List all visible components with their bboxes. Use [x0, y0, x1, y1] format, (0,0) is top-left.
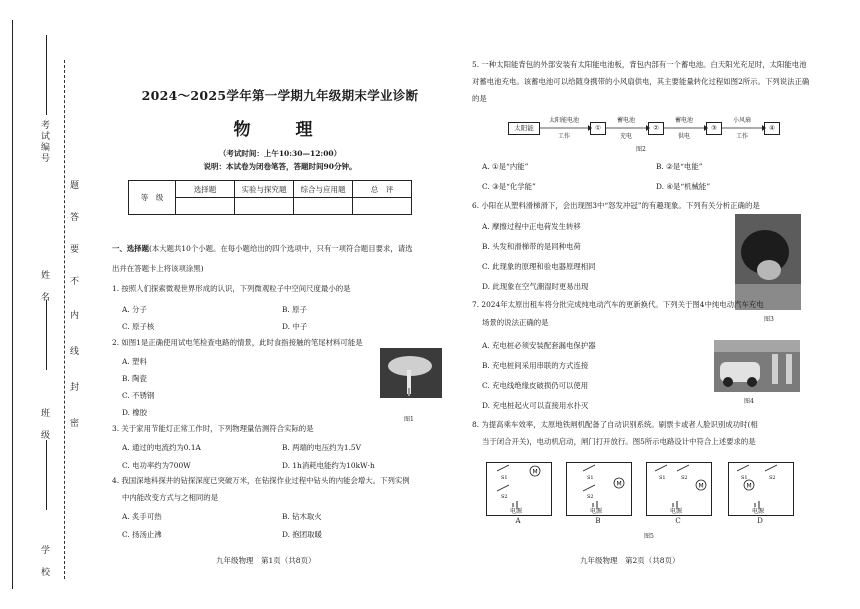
option: D. 充电桩起火可以直接用水扑灭 [482, 401, 589, 410]
option: B. 头发和滑梯带的是同种电荷 [482, 242, 581, 251]
option: B. 充电桩间采用串联的方式连接 [482, 361, 589, 370]
question-stem: 8. 为提高乘车效率，太原地铁闸机配备了自动识别系统。刷票卡或者人脸识别成功时(相 [472, 420, 758, 429]
option: D. 中子 [282, 322, 308, 331]
circuit-option-label: A [515, 517, 521, 525]
seal-dashed-line [64, 60, 65, 579]
question-stem: 7. 2024年太原出租车将分批完成纯电动汽车的更新换代。下列关于图4中纯电动汽车充电 [472, 300, 764, 309]
seal-char: 答 [68, 212, 78, 221]
option: A. 摩擦过程中正电荷发生转移 [482, 222, 581, 231]
flow-arrow-label: 蓄电池 [616, 117, 635, 124]
option: C. 扬汤止沸 [122, 530, 162, 539]
question-stem: 1. 按照人们探索微观世界形成的认识，下列微观粒子中空间尺度最小的是 [112, 284, 351, 293]
option: B. 陶瓷 [122, 374, 147, 383]
figure-5-caption: 图5 [644, 533, 654, 540]
score-col-header: 综合与应用题 [294, 181, 353, 198]
test-pen-hand-image [380, 348, 442, 398]
score-table [128, 180, 412, 215]
page-title: 2024～2025学年第一学期九年级期末学业诊断 [141, 88, 419, 103]
question-stem: 5. 一种太阳能背包的外部安装有太阳能电池板，背包内部有一个蓄电池。白天阳光充足时，太阳能电池对蓄电池充电。该蓄电池可以给随身携带的小风扇供电，其主要能量转化过程如图2所示。下列说法正确的是 [472, 60, 810, 103]
figure-4-caption: 图4 [744, 398, 754, 405]
svg-text:S1: S1 [659, 475, 666, 481]
score-cell[interactable] [353, 198, 412, 215]
svg-text:M: M [532, 468, 538, 476]
option: C. 此现象的原理和验电器原理相同 [482, 262, 596, 271]
footer-left: 九年级物理 第1页（共8页） [216, 556, 316, 565]
flow-arrow-label: 小风扇 [732, 117, 751, 124]
flow-arrow-label: 工作 [735, 133, 748, 140]
exam-number-label: 考试编号 [39, 120, 49, 164]
score-cell[interactable] [176, 198, 235, 215]
question-stem-cont: 中内能改变方式与之相同的是 [122, 493, 219, 502]
svg-text:M: M [616, 480, 622, 488]
score-row-label: 等 级 [129, 181, 176, 215]
option: D. 1h消耗电能约为10kW·h [282, 461, 375, 470]
exam-time: （考试时间：上午10:30—12:00） [218, 149, 342, 158]
flow-step-box: ② [648, 122, 664, 135]
binding-margin [0, 0, 78, 609]
option: A. 塑料 [122, 357, 147, 366]
option: B. 两端的电压约为1.5V [282, 443, 361, 452]
flow-arrow-label: 充电 [619, 133, 632, 140]
name-line [46, 300, 47, 370]
option: A. 炙手可热 [122, 512, 162, 521]
exam-notice: 说明：本试卷为闭卷笔答，答题时间90分钟。 [203, 162, 357, 171]
svg-text:S1: S1 [741, 475, 748, 481]
question-stem: 6. 小阳在从塑料滑梯滑下，会出现图3中“怒发冲冠”的有趣现象。下列有关分析正确的是 [472, 201, 760, 210]
ev-charging-image [714, 340, 800, 392]
exam-number-line [46, 35, 47, 115]
score-col-header: 总 评 [353, 181, 412, 198]
seal-char: 不 [68, 276, 78, 285]
power-source-label: 电源 [590, 508, 603, 515]
option: D. ④是“机械能” [656, 182, 711, 191]
option: A. ①是“内能” [482, 162, 529, 171]
class-label: 班 级 [39, 408, 49, 441]
circuit-option-label: C [675, 517, 681, 525]
flow-start-box: 太阳能 [508, 122, 540, 135]
option: D. 抱团取暖 [282, 530, 322, 539]
flow-arrow-label: 太阳能电池 [548, 117, 579, 124]
figure-4-photo [714, 340, 800, 392]
svg-text:S1: S1 [587, 475, 594, 481]
option: B. ②是“电能” [656, 162, 703, 171]
flow-arrow-label: 供电 [677, 133, 690, 140]
seal-char: 密 [68, 418, 78, 427]
option: C. ③是“化学能” [482, 182, 536, 191]
section-heading-cont: 出并在答题卡上将该项涂黑) [112, 264, 204, 273]
class-line [46, 440, 47, 510]
svg-text:S2: S2 [769, 475, 776, 481]
seal-char: 题 [68, 180, 78, 189]
option: A. 分子 [122, 305, 147, 314]
score-cell[interactable] [235, 198, 294, 215]
score-col-header: 实验与探究题 [235, 181, 294, 198]
figure-1-caption: 图1 [404, 416, 414, 423]
option: C. 充电线绝缘皮破损仍可以使用 [482, 381, 589, 390]
figure-2-caption: 图2 [636, 146, 646, 153]
school-label: 学 校 [39, 545, 49, 578]
flow-arrow-label: 工作 [557, 133, 570, 140]
section-heading-text: (本大题共10个小题。在每小题给出的四个选项中，只有一项符合题目要求，请选 [148, 244, 413, 253]
option: B. 钻木取火 [282, 512, 322, 521]
score-col-header: 选择题 [176, 181, 235, 198]
power-source-label: 电源 [510, 508, 523, 515]
circuit-option-label: D [757, 517, 763, 525]
flow-step-box: ④ [764, 122, 780, 135]
seal-char: 要 [68, 244, 78, 253]
slide-hair-image [735, 214, 801, 310]
flow-arrow-label: 蓄电池 [674, 117, 693, 124]
seal-char: 内 [68, 310, 78, 319]
question-stem: 2. 如图1是正确使用试电笔检查电路的情景，此时食指接触的笔尾材料可能是 [112, 338, 363, 347]
option: D. 此现象在空气潮湿时更易出现 [482, 282, 589, 291]
option: A. 充电桩必须安装配套漏电保护器 [482, 341, 596, 350]
seal-char: 封 [68, 382, 78, 391]
svg-text:S1: S1 [501, 475, 508, 481]
figure-3-caption: 图3 [764, 316, 774, 323]
circuit-option-label: B [595, 517, 601, 525]
figure-3-photo [735, 214, 801, 310]
power-source-label: 电源 [670, 508, 683, 515]
option: A. 通过的电流约为0.1A [122, 443, 201, 452]
option: C. 电功率约为700W [122, 461, 191, 470]
name-label: 姓 名 [39, 270, 49, 303]
question-stem: 3. 关于家用节能灯正常工作时，下列物理量估测符合实际的是 [112, 424, 314, 433]
footer-right: 九年级物理 第2页（共8页） [580, 556, 680, 565]
option: C. 原子核 [122, 322, 155, 331]
figure-1-photo [380, 348, 442, 398]
seal-char: 线 [68, 346, 78, 355]
svg-text:S2: S2 [587, 494, 594, 500]
svg-text:S2: S2 [501, 494, 508, 500]
score-cell[interactable] [294, 198, 353, 215]
option: C. 不锈钢 [122, 391, 155, 400]
option: B. 原子 [282, 305, 307, 314]
question-stem: 4. 我国深地科探井的钻探深度已突破万米，在钻探作业过程中钻头的内能会增大。下列实例 [112, 476, 410, 485]
svg-text:S2: S2 [681, 475, 688, 481]
margin-border-line [12, 20, 13, 589]
power-source-label: 电源 [752, 508, 765, 515]
question-stem-cont: 当于闭合开关)，电动机启动，闸门打开放行。图5所示电路设计中符合上述要求的是 [482, 437, 756, 446]
svg-text:M: M [746, 482, 752, 490]
option: D. 橡胶 [122, 408, 148, 417]
flow-step-box: ① [590, 122, 606, 135]
flow-step-box: ③ [706, 122, 722, 135]
section-heading: 一、选择题(本大题共10个小题。在每小题给出的四个选项中，只有一项符合题目要求，请选 [112, 244, 413, 253]
subject-title: 物 理 [233, 120, 327, 140]
question-stem-cont: 场景的说法正确的是 [482, 318, 549, 327]
svg-text:M: M [698, 482, 704, 490]
